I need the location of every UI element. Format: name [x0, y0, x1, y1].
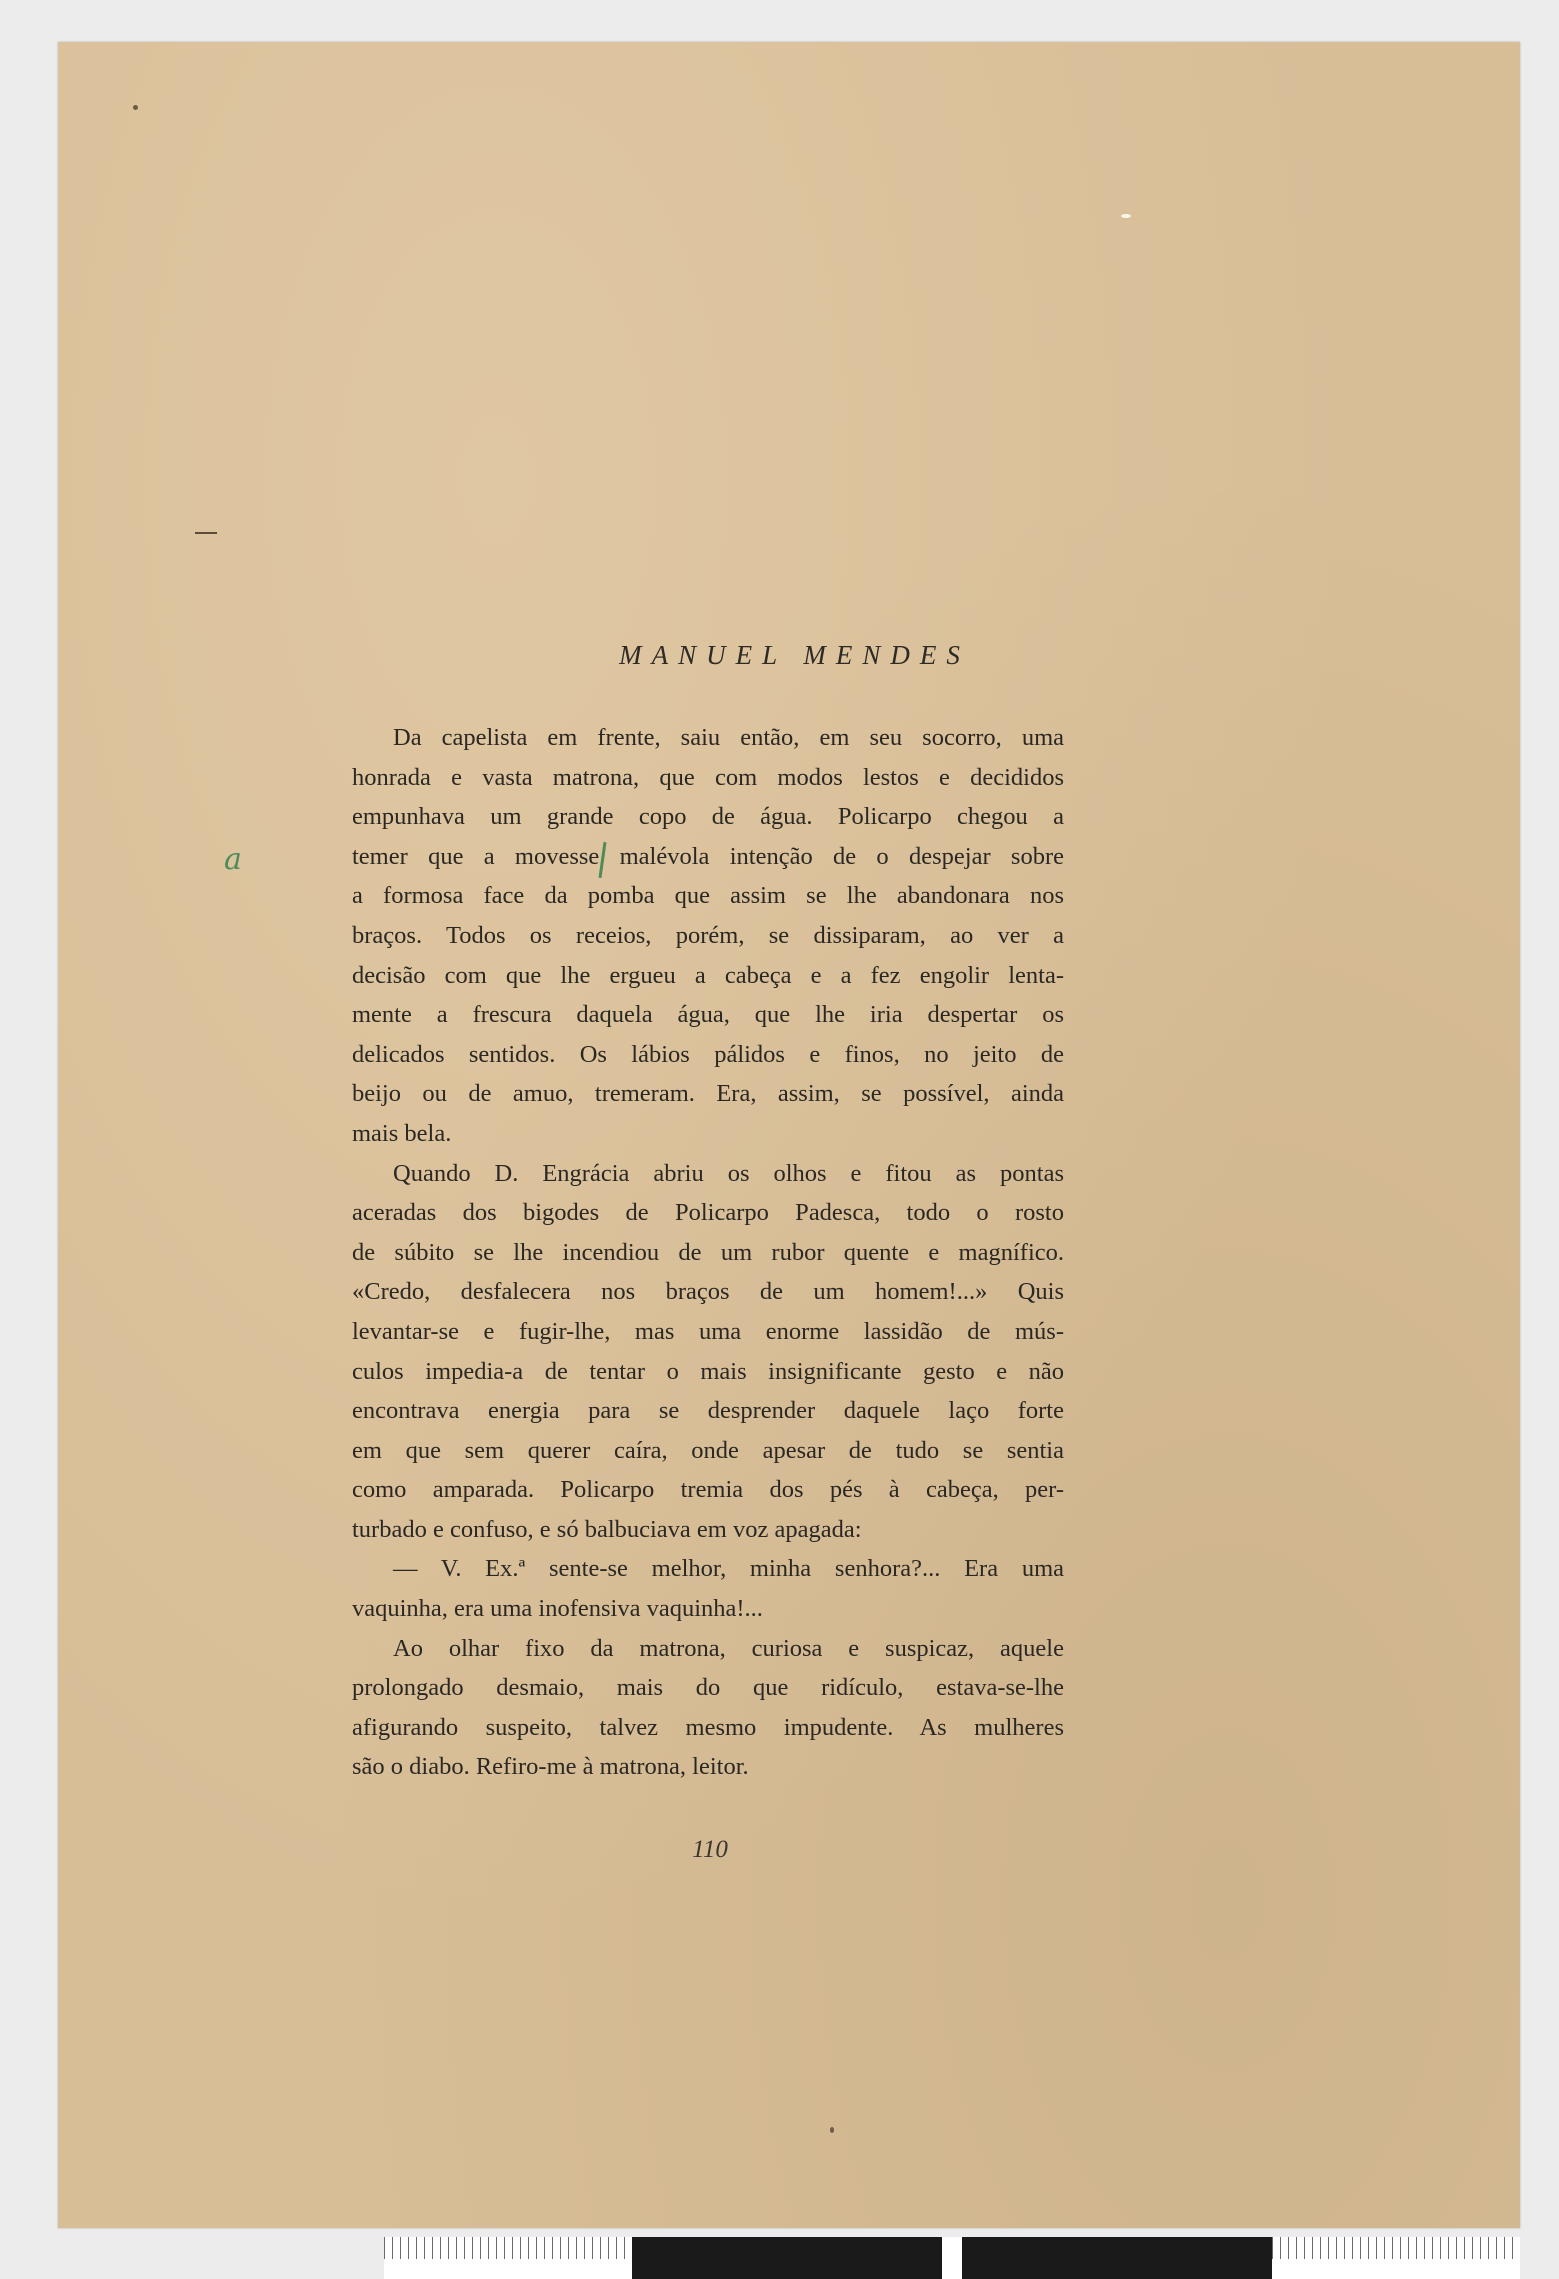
text-line: — V. Ex.ª sente-se melhor, minha senhora?... Era uma	[393, 1555, 1064, 1583]
text-line: Quando D. Engrácia abriu os olhos e fitou as pontas	[393, 1159, 1064, 1187]
ruler-black-block	[962, 2237, 1272, 2279]
text-line: afigurando suspeito, talvez mesmo impudente. As mulheres	[352, 1713, 1064, 1741]
paragraph	[352, 1154, 1064, 1550]
text-line: Ao olhar fixo da matrona, curiosa e suspicaz, aquele	[393, 1634, 1064, 1662]
text-line: «Credo, desfalecera nos braços de um homem!...» Quis	[352, 1278, 1064, 1306]
paper-speck	[830, 2127, 834, 2133]
paper-speck	[1121, 214, 1131, 218]
ruler-white-block	[942, 2237, 962, 2279]
text-line: encontrava energia para se desprender daquele laço forte	[352, 1397, 1064, 1425]
paragraph	[352, 718, 1064, 1154]
text-line: em que sem querer caíra, onde apesar de tudo se sentia	[352, 1436, 1064, 1464]
text-line: levantar-se e fugir-lhe, mas uma enorme lassidão de mús-	[352, 1317, 1064, 1345]
text-line: mente a frescura daquela água, que lhe iria despertar os	[352, 1001, 1064, 1029]
paragraph	[352, 1629, 1064, 1787]
paper-speck	[195, 532, 217, 534]
running-header: MANUEL MENDES	[619, 640, 970, 670]
paper-speck	[133, 105, 138, 110]
text-line: mais bela.	[352, 1119, 452, 1147]
page-number: 110	[692, 1836, 728, 1863]
text-line: a formosa face da pomba que assim se lhe abandonara nos	[352, 882, 1064, 910]
text-line: honrada e vasta matrona, que com modos lestos e decididos	[352, 763, 1064, 791]
ruler-black-block	[632, 2237, 942, 2279]
text-line: braços. Todos os receios, porém, se dissiparam, ao ver a	[352, 921, 1064, 949]
text-line: de súbito se lhe incendiou de um rubor quente e magnífico.	[352, 1238, 1064, 1266]
text-line: são o diabo. Refiro-me à matrona, leitor.	[352, 1753, 749, 1781]
text-line: decisão com que lhe ergueu a cabeça e a fez engolir lenta-	[352, 961, 1064, 989]
text-line: culos impedia-a de tentar o mais insignificante gesto e não	[352, 1357, 1064, 1385]
text-line: prolongado desmaio, mais do que ridículo, estava-se-lhe	[352, 1674, 1064, 1702]
text-line: beijo ou de amuo, tremeram. Era, assim, se possível, ainda	[352, 1080, 1064, 1108]
paragraph	[352, 1549, 1064, 1628]
text-line: Da capelista em frente, saiu então, em seu socorro, uma	[393, 724, 1064, 751]
margin-annotation: a	[224, 842, 242, 877]
text-line: temer que a movesse malévola intenção de o despejar sobre	[352, 842, 1064, 870]
text-line: como amparada. Policarpo tremia dos pés à cabeça, per-	[352, 1476, 1064, 1504]
ruler-ticks	[384, 2237, 632, 2279]
text-line: delicados sentidos. Os lábios pálidos e finos, no jeito de	[352, 1040, 1064, 1068]
text-line: empunhava um grande copo de água. Policarpo chegou a	[352, 803, 1064, 831]
text-line: aceradas dos bigodes de Policarpo Padesca, todo o rosto	[352, 1199, 1064, 1227]
body-text	[352, 718, 1064, 1787]
scale-ruler	[384, 2237, 1520, 2279]
text-line: vaquinha, era uma inofensiva vaquinha!...	[352, 1595, 763, 1623]
ruler-ticks	[1272, 2237, 1520, 2279]
text-line: turbado e confuso, e só balbuciava em voz apagada:	[352, 1515, 862, 1543]
